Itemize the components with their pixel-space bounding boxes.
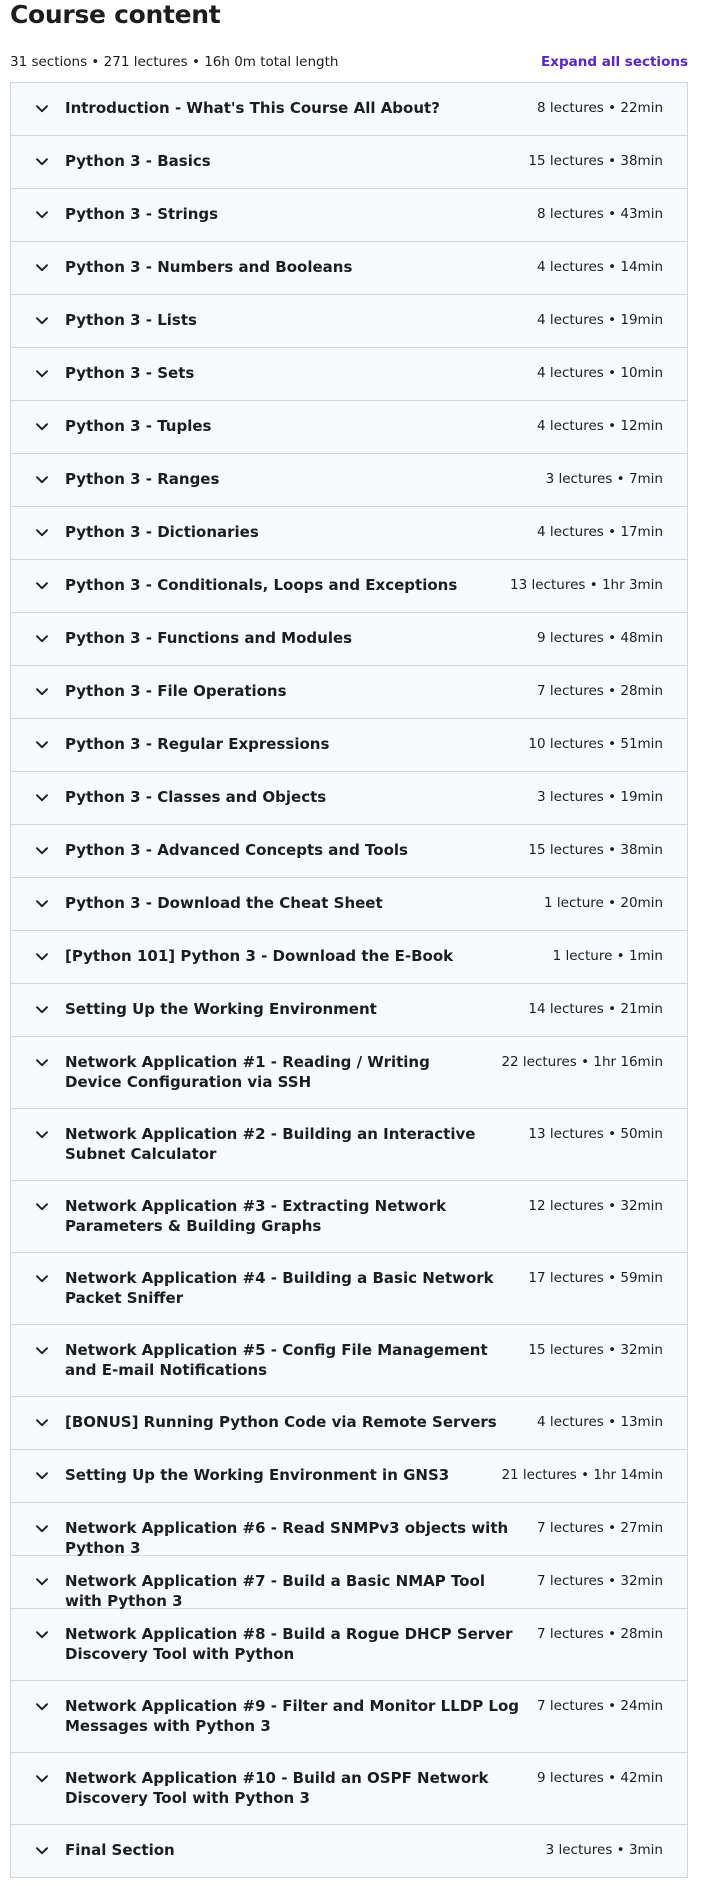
section-title: Python 3 - Regular Expressions <box>65 735 330 753</box>
section-lecture-count: 4 lectures • 14min <box>537 259 663 275</box>
section-title: Network Application #8 - Build a Rogue DHCP Server Discovery Tool with Python <box>65 1625 513 1663</box>
section-lecture-count: 21 lectures • 1hr 14min <box>501 1467 663 1483</box>
chevron-down-icon <box>35 1053 49 1073</box>
chevron-down-icon <box>35 1413 49 1433</box>
section-lecture-count: 13 lectures • 50min <box>528 1126 663 1142</box>
section-row[interactable] <box>11 1450 687 1503</box>
section-title: Final Section <box>65 1841 175 1859</box>
section-title: Python 3 - Conditionals, Loops and Exceptions <box>65 576 458 594</box>
section-lecture-count: 9 lectures • 42min <box>537 1770 663 1786</box>
section-row[interactable] <box>11 719 687 772</box>
section-title: Python 3 - File Operations <box>65 682 287 700</box>
section-row[interactable] <box>11 189 687 242</box>
section-title: Python 3 - Download the Cheat Sheet <box>65 894 383 912</box>
section-row[interactable] <box>11 613 687 666</box>
section-row[interactable] <box>11 401 687 454</box>
chevron-down-icon <box>35 894 49 914</box>
section-title: Network Application #2 - Building an Interactive Subnet Calculator <box>65 1125 476 1163</box>
section-title: Network Application #6 - Read SNMPv3 objects with Python 3 <box>65 1519 509 1557</box>
section-row[interactable] <box>11 1681 687 1753</box>
section-title: Network Application #9 - Filter and Monitor LLDP Log Messages with Python 3 <box>65 1697 520 1735</box>
section-row[interactable] <box>11 560 687 613</box>
section-title: Python 3 - Basics <box>65 152 211 170</box>
section-row[interactable] <box>11 931 687 984</box>
section-row[interactable] <box>11 1253 687 1325</box>
section-lecture-count: 17 lectures • 59min <box>528 1270 663 1286</box>
section-row[interactable] <box>11 1037 687 1109</box>
section-lecture-count: 3 lectures • 19min <box>537 789 663 805</box>
section-title: Network Application #1 - Reading / Writing Device Configuration via SSH <box>65 1053 430 1091</box>
chevron-down-icon <box>35 1697 49 1717</box>
section-row[interactable] <box>11 1181 687 1253</box>
section-title: Python 3 - Tuples <box>65 417 212 435</box>
section-lecture-count: 13 lectures • 1hr 3min <box>510 577 663 593</box>
section-lecture-count: 12 lectures • 32min <box>528 1198 663 1214</box>
section-lecture-count: 1 lecture • 20min <box>544 895 663 911</box>
section-title: Python 3 - Advanced Concepts and Tools <box>65 841 408 859</box>
section-lecture-count: 7 lectures • 28min <box>537 1626 663 1642</box>
chevron-down-icon <box>35 205 49 225</box>
chevron-down-icon <box>35 1841 49 1861</box>
section-lecture-count: 15 lectures • 32min <box>528 1342 663 1358</box>
section-title: Setting Up the Working Environment in GNS3 <box>65 1466 450 1484</box>
chevron-down-icon <box>35 1769 49 1789</box>
section-title: Python 3 - Functions and Modules <box>65 629 353 647</box>
chevron-down-icon <box>35 1572 49 1592</box>
section-title: Python 3 - Dictionaries <box>65 523 259 541</box>
section-lecture-count: 1 lecture • 1min <box>552 948 663 964</box>
section-title: [BONUS] Running Python Code via Remote Servers <box>65 1413 497 1431</box>
chevron-down-icon <box>35 1000 49 1020</box>
section-row[interactable] <box>11 1556 687 1609</box>
section-row[interactable] <box>11 1325 687 1397</box>
section-title: Network Application #3 - Extracting Network Parameters & Building Graphs <box>65 1197 447 1235</box>
section-lecture-count: 3 lectures • 7min <box>545 471 663 487</box>
course-summary: 31 sections • 271 lectures • 16h 0m total length <box>10 54 339 70</box>
section-title: Network Application #7 - Build a Basic NMAP Tool with Python 3 <box>65 1572 485 1610</box>
section-lecture-count: 15 lectures • 38min <box>528 153 663 169</box>
section-list <box>10 82 688 1878</box>
section-lecture-count: 14 lectures • 21min <box>528 1001 663 1017</box>
section-row[interactable] <box>11 825 687 878</box>
section-title: Python 3 - Sets <box>65 364 195 382</box>
chevron-down-icon <box>35 1197 49 1217</box>
section-lecture-count: 7 lectures • 28min <box>537 683 663 699</box>
expand-all-sections-button[interactable]: Expand all sections <box>541 54 688 70</box>
section-row[interactable] <box>11 1609 687 1681</box>
section-row[interactable] <box>11 1753 687 1825</box>
chevron-down-icon <box>35 99 49 119</box>
section-title: Python 3 - Lists <box>65 311 197 329</box>
section-title: [Python 101] Python 3 - Download the E-Book <box>65 947 454 965</box>
chevron-down-icon <box>35 1466 49 1486</box>
section-row[interactable] <box>11 878 687 931</box>
section-row[interactable] <box>11 83 687 136</box>
section-title: Network Application #4 - Building a Basic Network Packet Sniffer <box>65 1269 494 1307</box>
section-title: Python 3 - Classes and Objects <box>65 788 327 806</box>
section-lecture-count: 8 lectures • 22min <box>537 100 663 116</box>
section-row[interactable] <box>11 1109 687 1181</box>
section-lecture-count: 10 lectures • 51min <box>528 736 663 752</box>
course-summary-row <box>10 49 688 75</box>
chevron-down-icon <box>35 417 49 437</box>
section-row[interactable] <box>11 772 687 825</box>
section-row[interactable] <box>11 136 687 189</box>
section-row[interactable] <box>11 1397 687 1450</box>
section-row[interactable] <box>11 666 687 719</box>
section-lecture-count: 7 lectures • 24min <box>537 1698 663 1714</box>
chevron-down-icon <box>35 788 49 808</box>
section-title: Setting Up the Working Environment <box>65 1000 377 1018</box>
section-title: Network Application #5 - Config File Management and E-mail Notifications <box>65 1341 488 1379</box>
section-title: Python 3 - Ranges <box>65 470 220 488</box>
chevron-down-icon <box>35 1625 49 1645</box>
section-title: Introduction - What's This Course All About? <box>65 99 440 117</box>
section-row[interactable] <box>11 295 687 348</box>
section-lecture-count: 4 lectures • 10min <box>537 365 663 381</box>
chevron-down-icon <box>35 682 49 702</box>
section-lecture-count: 8 lectures • 43min <box>537 206 663 222</box>
section-row[interactable] <box>11 1825 687 1878</box>
section-lecture-count: 22 lectures • 1hr 16min <box>501 1054 663 1070</box>
chevron-down-icon <box>35 311 49 331</box>
chevron-down-icon <box>35 1125 49 1145</box>
chevron-down-icon <box>35 735 49 755</box>
chevron-down-icon <box>35 576 49 596</box>
section-lecture-count: 4 lectures • 17min <box>537 524 663 540</box>
section-title: Python 3 - Strings <box>65 205 219 223</box>
section-lecture-count: 3 lectures • 3min <box>545 1842 663 1858</box>
chevron-down-icon <box>35 152 49 172</box>
section-lecture-count: 7 lectures • 27min <box>537 1520 663 1536</box>
chevron-down-icon <box>35 1341 49 1361</box>
chevron-down-icon <box>35 841 49 861</box>
section-lecture-count: 7 lectures • 32min <box>537 1573 663 1589</box>
chevron-down-icon <box>35 1269 49 1289</box>
section-row[interactable] <box>11 507 687 560</box>
section-lecture-count: 9 lectures • 48min <box>537 630 663 646</box>
page-title: Course content <box>10 0 221 29</box>
section-title: Network Application #10 - Build an OSPF Network Discovery Tool with Python 3 <box>65 1769 489 1807</box>
chevron-down-icon <box>35 364 49 384</box>
section-lecture-count: 4 lectures • 19min <box>537 312 663 328</box>
chevron-down-icon <box>35 947 49 967</box>
section-row[interactable] <box>11 1503 687 1556</box>
chevron-down-icon <box>35 629 49 649</box>
section-row[interactable] <box>11 984 687 1037</box>
section-row[interactable] <box>11 454 687 507</box>
section-lecture-count: 15 lectures • 38min <box>528 842 663 858</box>
chevron-down-icon <box>35 523 49 543</box>
section-lecture-count: 4 lectures • 13min <box>537 1414 663 1430</box>
chevron-down-icon <box>35 1519 49 1539</box>
section-lecture-count: 4 lectures • 12min <box>537 418 663 434</box>
section-title: Python 3 - Numbers and Booleans <box>65 258 353 276</box>
section-row[interactable] <box>11 348 687 401</box>
chevron-down-icon <box>35 470 49 490</box>
section-row[interactable] <box>11 242 687 295</box>
chevron-down-icon <box>35 258 49 278</box>
